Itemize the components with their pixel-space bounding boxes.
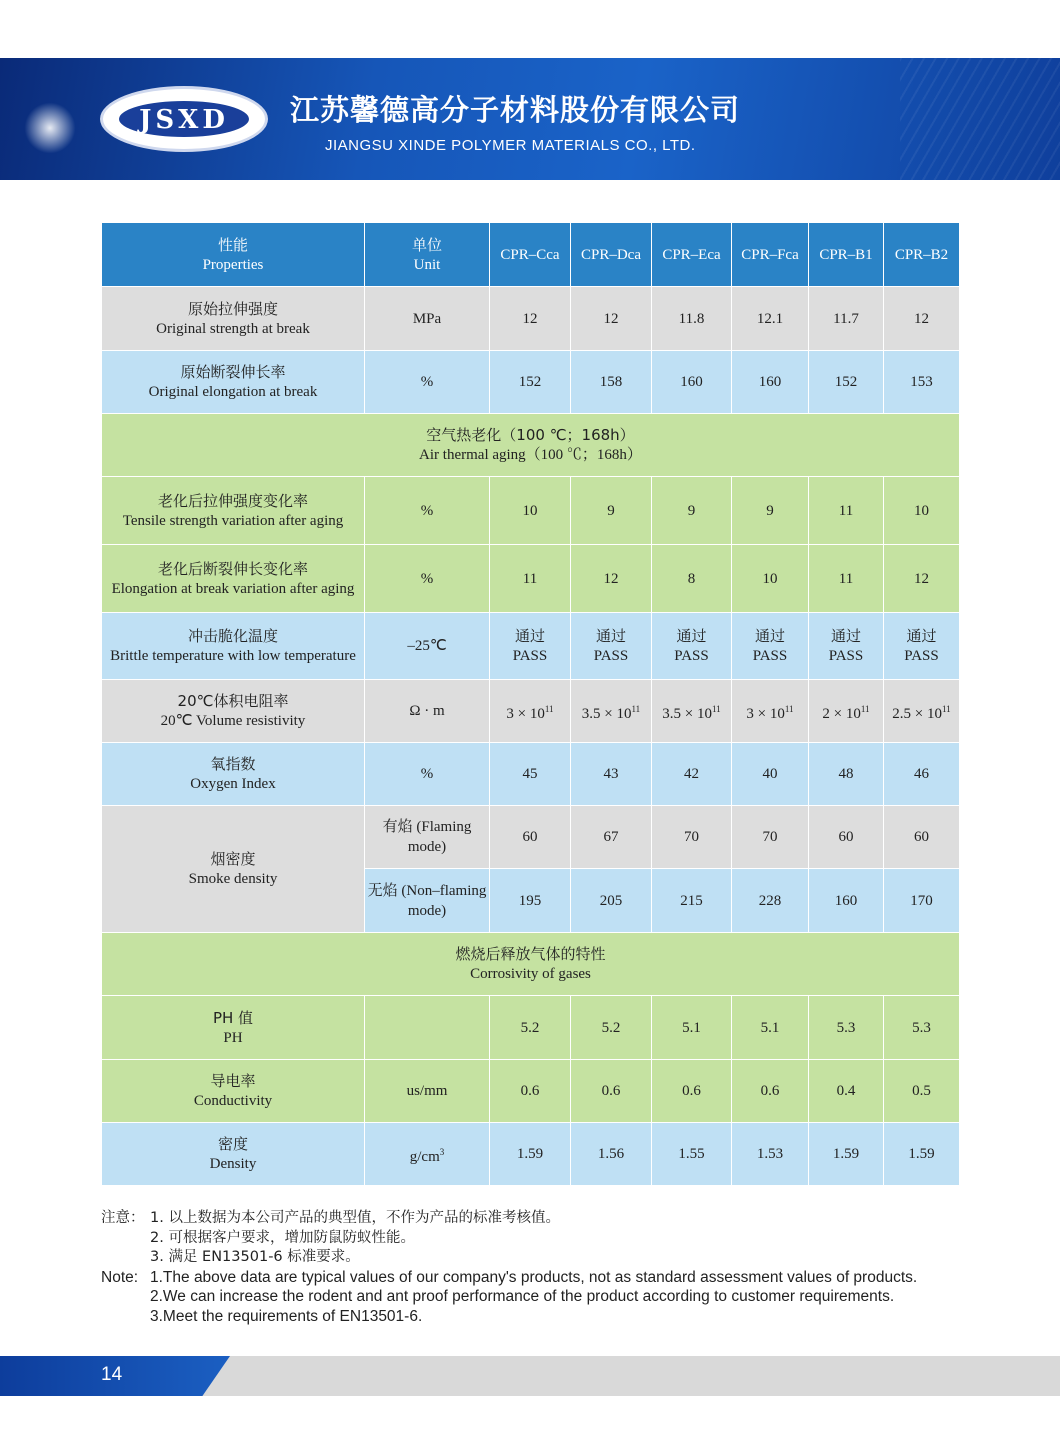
- row-original-elongation: [102, 351, 960, 414]
- table-cell: 45: [490, 743, 571, 806]
- table-cell: 67: [571, 806, 652, 869]
- header-product: CPR–Dca: [571, 223, 652, 287]
- table-cell: 12: [884, 545, 960, 613]
- table-cell: 0.6: [490, 1060, 571, 1123]
- table-cell: 160: [652, 351, 732, 414]
- table-cell: 5.2: [571, 996, 652, 1060]
- row-label: 老化后拉伸强度变化率 Tensile strength variation after aging: [102, 477, 365, 545]
- table-cell: 1.55: [652, 1123, 732, 1186]
- table-cell: 0.4: [809, 1060, 884, 1123]
- header-product: CPR–Fca: [732, 223, 809, 287]
- pass-cell: 通过 PASS: [652, 613, 732, 680]
- table-cell: 12: [490, 287, 571, 351]
- section-title: 燃烧后释放气体的特性 Corrosivity of gases: [102, 933, 960, 996]
- pass-cell: 通过 PASS: [490, 613, 571, 680]
- header-product: CPR–Cca: [490, 223, 571, 287]
- table-cell: 10: [732, 545, 809, 613]
- header-product: CPR–B1: [809, 223, 884, 287]
- table-cell: 60: [884, 806, 960, 869]
- note-en-3: 3.Meet the requirements of EN13501-6.: [150, 1307, 423, 1325]
- company-name-en: JIANGSU XINDE POLYMER MATERIALS CO., LTD.: [325, 137, 696, 154]
- company-logo: [100, 86, 268, 152]
- table-cell: 228: [732, 869, 809, 933]
- table-cell: 8: [652, 545, 732, 613]
- header-banner: [0, 58, 1060, 180]
- table-cell: 46: [884, 743, 960, 806]
- table-cell: 10: [490, 477, 571, 545]
- row-density: [102, 1123, 960, 1186]
- sparkle-decoration: [20, 98, 80, 158]
- table-cell: 5.1: [652, 996, 732, 1060]
- table-cell: 60: [490, 806, 571, 869]
- page-number: 14: [101, 1364, 123, 1385]
- header-product: CPR–B2: [884, 223, 960, 287]
- row-label: 烟密度 Smoke density: [102, 806, 365, 933]
- table-cell: 43: [571, 743, 652, 806]
- row-label: 密度 Density: [102, 1123, 365, 1186]
- section-corrosivity-of-gases: [102, 933, 960, 996]
- table-cell: $3 \times 10^{11}$: [732, 680, 809, 743]
- row-unit: %: [365, 477, 490, 545]
- row-oxygen-index: [102, 743, 960, 806]
- row-unit: %: [365, 545, 490, 613]
- table-cell: 11: [809, 545, 884, 613]
- row-label: 老化后断裂伸长变化率 Elongation at break variation after aging: [102, 545, 365, 613]
- row-unit: %: [365, 743, 490, 806]
- table-cell: 195: [490, 869, 571, 933]
- properties-table: [101, 222, 960, 1186]
- row-unit: MPa: [365, 287, 490, 351]
- table-cell: 12: [571, 287, 652, 351]
- row-unit: $g/cm^3$: [365, 1123, 490, 1186]
- row-tensile-variation: [102, 477, 960, 545]
- table-cell: 11: [809, 477, 884, 545]
- row-unit: %: [365, 351, 490, 414]
- table-cell: $3 \times 10^{11}$: [490, 680, 571, 743]
- table-cell: 12: [571, 545, 652, 613]
- table-cell: 158: [571, 351, 652, 414]
- header-product: CPR–Eca: [652, 223, 732, 287]
- table-cell: 0.6: [652, 1060, 732, 1123]
- table-cell: 9: [732, 477, 809, 545]
- table-cell: 0.6: [732, 1060, 809, 1123]
- row-original-strength: [102, 287, 960, 351]
- row-volume-resistivity: [102, 680, 960, 743]
- logo-text: JSXD: [117, 99, 251, 139]
- table-cell: $2 \times 10^{11}$: [809, 680, 884, 743]
- table-cell: 1.53: [732, 1123, 809, 1186]
- table-cell: 70: [732, 806, 809, 869]
- row-label: 原始断裂伸长率 Original elongation at break: [102, 351, 365, 414]
- pass-cell: 通过 PASS: [809, 613, 884, 680]
- row-label: 20℃体积电阻率 20℃ Volume resistivity: [102, 680, 365, 743]
- row-unit: –25℃: [365, 613, 490, 680]
- note-label-en: Note:: [101, 1268, 139, 1286]
- table-cell: 12.1: [732, 287, 809, 351]
- table-cell: 11.8: [652, 287, 732, 351]
- table-cell: 0.6: [571, 1060, 652, 1123]
- header-unit: 单位 Unit: [365, 223, 490, 287]
- note-en-2: 2.We can increase the rodent and ant proof performance of the product according to customer requirements.: [150, 1288, 895, 1305]
- table-header-row: [102, 223, 960, 287]
- table-cell: 153: [884, 351, 960, 414]
- table-cell: 160: [732, 351, 809, 414]
- table-cell: $3.5 \times 10^{11}$: [571, 680, 652, 743]
- table-cell: 1.59: [490, 1123, 571, 1186]
- row-label: PH 值 PH: [102, 996, 365, 1060]
- note-en-1: 1.The above data are typical values of our company's products, not as standard assessment values of products.: [150, 1268, 918, 1286]
- header-properties: 性能 Properties: [102, 223, 365, 287]
- table-cell: 0.5: [884, 1060, 960, 1123]
- table-cell: 160: [809, 869, 884, 933]
- section-title: 空气热老化（100 ℃；168h） Air thermal aging（100 ℃；168h）: [102, 414, 960, 477]
- table-cell: 40: [732, 743, 809, 806]
- row-unit: [365, 996, 490, 1060]
- table-cell: 1.59: [809, 1123, 884, 1186]
- table-cell: 9: [652, 477, 732, 545]
- note-cn-3: 3. 满足 EN13501-6 标准要求。: [150, 1249, 360, 1265]
- stripe-decoration: [900, 58, 1060, 180]
- row-conductivity: [102, 1060, 960, 1123]
- row-ph: [102, 996, 960, 1060]
- row-elongation-variation: [102, 545, 960, 613]
- table-cell: $3.5 \times 10^{11}$: [652, 680, 732, 743]
- table-cell: 215: [652, 869, 732, 933]
- row-label: 氧指数 Oxygen Index: [102, 743, 365, 806]
- table-cell: 5.2: [490, 996, 571, 1060]
- table-cell: 70: [652, 806, 732, 869]
- pass-cell: 通过 PASS: [732, 613, 809, 680]
- table-cell: 60: [809, 806, 884, 869]
- note-cn-2: 2. 可根据客户要求，增加防鼠防蚁性能。: [150, 1229, 415, 1246]
- row-label: 导电率 Conductivity: [102, 1060, 365, 1123]
- table-cell: 11: [490, 545, 571, 613]
- company-name-cn: 江苏馨德高分子材料股份有限公司: [290, 93, 741, 127]
- table-cell: 170: [884, 869, 960, 933]
- table-cell: 1.56: [571, 1123, 652, 1186]
- table-cell: 12: [884, 287, 960, 351]
- row-unit: us/mm: [365, 1060, 490, 1123]
- table-cell: 5.1: [732, 996, 809, 1060]
- row-label: 原始拉伸强度 Original strength at break: [102, 287, 365, 351]
- table-cell: 152: [809, 351, 884, 414]
- pass-cell: 通过 PASS: [884, 613, 960, 680]
- table-cell: 5.3: [809, 996, 884, 1060]
- row-brittle-temperature: [102, 613, 960, 680]
- table-cell: $2.5 \times 10^{11}$: [884, 680, 960, 743]
- note-cn-1: 1. 以上数据为本公司产品的典型值，不作为产品的标准考核值。: [150, 1210, 560, 1226]
- section-air-thermal-aging: [102, 414, 960, 477]
- table-cell: 48: [809, 743, 884, 806]
- smoke-mode-nonflaming: 无焰 (Non–flaming mode): [365, 869, 490, 933]
- smoke-mode-flaming: 有焰 (Flaming mode): [365, 806, 490, 869]
- table-cell: 152: [490, 351, 571, 414]
- pass-cell: 通过 PASS: [571, 613, 652, 680]
- table-cell: 5.3: [884, 996, 960, 1060]
- row-label: 冲击脆化温度 Brittle temperature with low temperature: [102, 613, 365, 680]
- note-label-cn: 注意：: [101, 1210, 145, 1226]
- table-cell: 1.59: [884, 1123, 960, 1186]
- table-cell: 10: [884, 477, 960, 545]
- row-smoke-flaming: [102, 806, 960, 869]
- table-cell: 205: [571, 869, 652, 933]
- table-cell: 11.7: [809, 287, 884, 351]
- table-cell: 9: [571, 477, 652, 545]
- table-cell: 42: [652, 743, 732, 806]
- row-unit: Ω · m: [365, 680, 490, 743]
